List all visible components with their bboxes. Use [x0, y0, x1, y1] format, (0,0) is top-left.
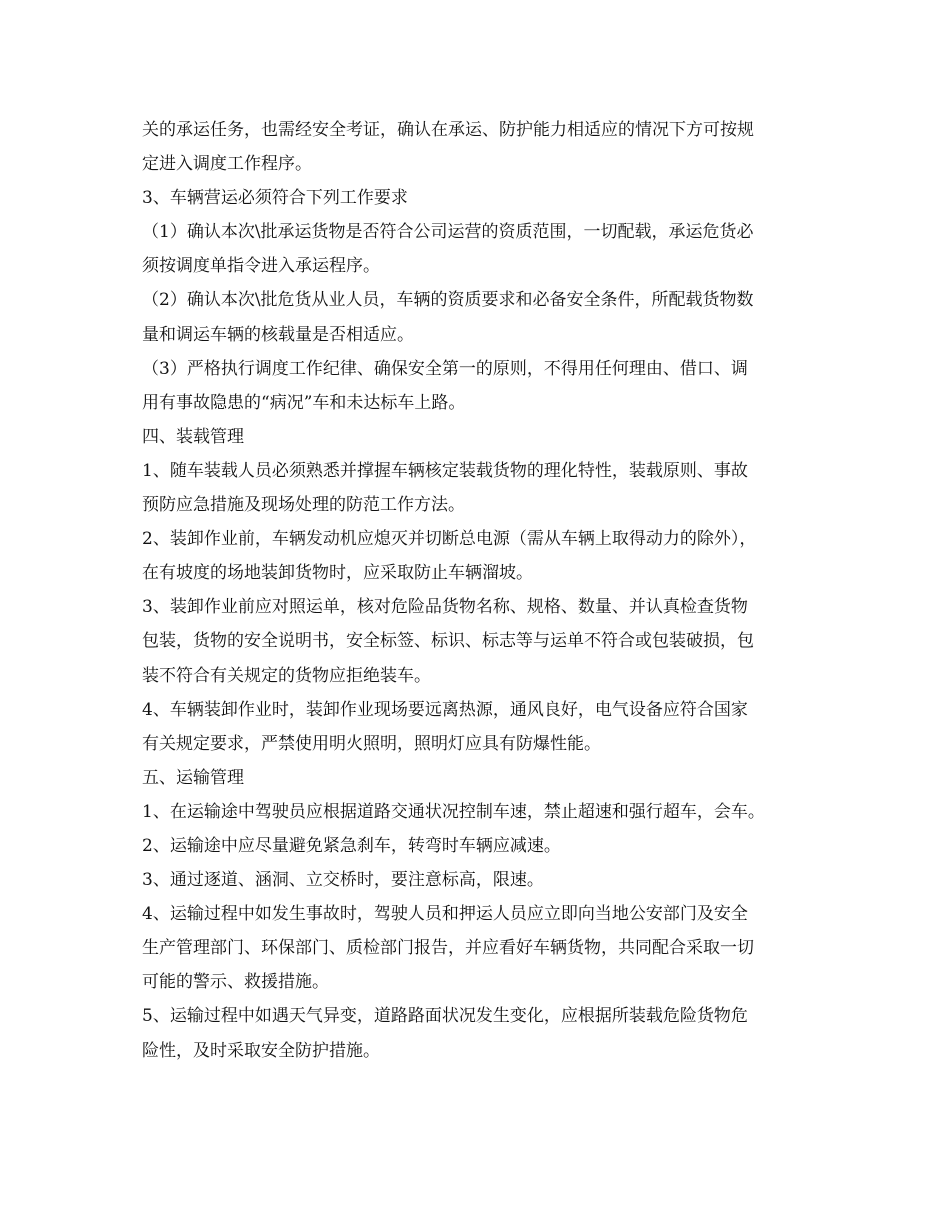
text-line: 可能的警示、救援措施。 [142, 972, 329, 993]
text-line: 须按调度单指令进入承运程序。 [142, 256, 380, 277]
text-line: （2）确认本次\批危货从业人员，车辆的资质要求和必备安全条件，所配载货物数 [142, 290, 754, 311]
text-line: 装不符合有关规定的货物应拒绝装车。 [142, 665, 431, 686]
text-line: 有关规定要求，严禁使用明火照明，照明灯应具有防爆性能。 [142, 733, 601, 754]
section-heading: 五、运输管理 [142, 767, 244, 788]
text-line: 定进入调度工作程序。 [142, 154, 312, 175]
text-line: 5、运输过程中如遇天气异变，道路路面状况发生变化，应根据所装载危险货物危 [142, 1006, 748, 1027]
text-line: 3、通过逐道、涵洞、立交桥时，要注意标高，限速。 [142, 870, 544, 891]
text-line: （1）确认本次\批承运货物是否符合公司运营的资质范围，一切配载，承运危货必 [142, 222, 754, 243]
section-heading: 3、车辆营运必须符合下列工作要求 [142, 188, 408, 209]
text-line: 4、车辆装卸作业时，装卸作业现场要远离热源，通风良好，电气设备应符合国家 [142, 699, 748, 720]
text-line: 预防应急措施及现场处理的防范工作方法。 [142, 495, 465, 516]
text-line: 用有事故隐患的“病况”车和未达标车上路。 [142, 392, 466, 413]
text-line: 4、运输过程中如发生事故时，驾驶人员和押运人员应立即向当地公安部门及安全 [142, 904, 748, 925]
text-line: 1、随车装载人员必须熟悉并撑握车辆核定装载货物的理化特性，装载原则、事故 [142, 460, 748, 481]
text-line: 险性，及时采取安全防护措施。 [142, 1040, 380, 1061]
text-line: 在有坡度的场地装卸货物时，应采取防止车辆溜坡。 [142, 563, 533, 584]
text-line: 关的承运任务，也需经安全考证，确认在承运、防护能力相适应的情况下方可按规 [142, 120, 754, 140]
text-line: 包装，货物的安全说明书，安全标签、标识、标志等与运单不符合或包装破损，包 [142, 631, 754, 652]
text-line: 3、装卸作业前应对照运单，核对危险品货物名称、规格、数量、并认真检查货物 [142, 597, 748, 618]
text-line: 量和调运车辆的核载量是否相适应。 [142, 324, 414, 345]
text-line: （3）严格执行调度工作纪律、确保安全第一的原则，不得用任何理由、借口、调 [142, 358, 748, 379]
document-page [142, 113, 812, 1068]
text-line: 1、在运输途中驾驶员应根据道路交通状况控制车速，禁止超速和强行超车，会车。 [142, 801, 765, 822]
text-line: 2、运输途中应尽量避免紧急刹车，转弯时车辆应减速。 [142, 835, 561, 856]
text-line: 生产管理部门、环保部门、质检部门报告，并应看好车辆货物，共同配合采取一切 [142, 938, 754, 959]
section-heading: 四、装载管理 [142, 426, 244, 447]
text-line: 2、装卸作业前，车辆发动机应熄灭并切断总电源（需从车辆上取得动力的除外）， [142, 529, 757, 550]
